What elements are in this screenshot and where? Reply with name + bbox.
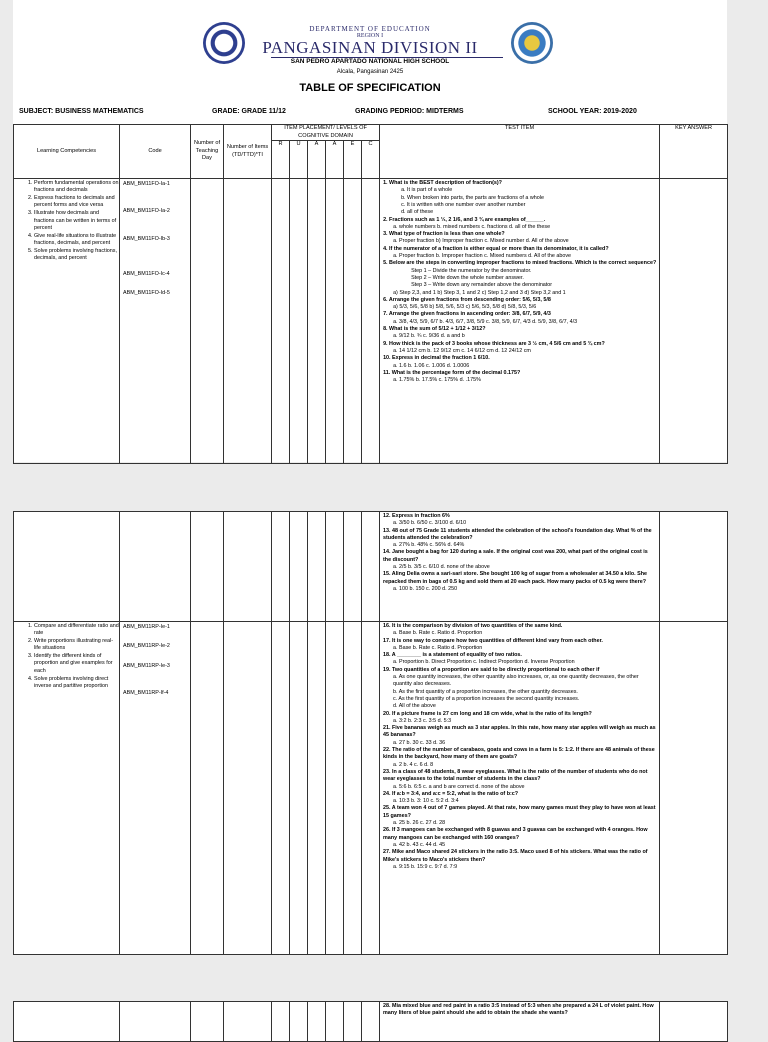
question: 19. Two quantities of a proportion are said to be directly proportional to each other if — [383, 666, 600, 673]
question: 24. If a:b = 3:4, and a:c = 5:2, what is the ratio of b:c? — [383, 790, 519, 797]
level-cell — [362, 512, 380, 622]
choice: c. As the first quantity of a proportion increases the second quantity increases. — [393, 695, 580, 702]
school-address: Alcala, Pangasinan 2425 — [336, 69, 404, 75]
level-e: E — [344, 141, 362, 179]
level-cell — [272, 512, 290, 622]
choice: a) Step 2,3, and 1 b) Step 3, 1 and 2 c) Step 1,2 and 3 d) Step 3,2 and 1 — [393, 289, 566, 296]
specification-table-3 — [13, 1001, 728, 1042]
choice: a. 10:3 b. 3: 10 c. 5:2 d. 3:4 — [393, 798, 459, 805]
choice: a. 42 b. 43 c. 44 d. 45 — [393, 841, 446, 848]
question-block — [383, 849, 657, 871]
question: 20. If a picture frame is 27 cm long and 18 cm wide, what is the ratio of its length? — [383, 710, 592, 717]
question: 22. The ratio of the number of carabaos, goats and cows in a farm is 5: 1:2. If there are 48 animals of these kinds in the backyard, how many of them are goats? — [383, 747, 655, 761]
level-cell — [308, 179, 326, 464]
test-items-cell — [380, 622, 660, 955]
question-block — [383, 725, 657, 747]
key-answer-cell — [660, 179, 728, 464]
question-block — [383, 667, 657, 711]
teaching-days-cell — [191, 512, 224, 622]
question-block — [383, 311, 657, 326]
choice: a. 2 b. 4 c. 6 d. 8 — [393, 761, 434, 768]
question: 13. 48 out of 75 Grade 11 students attended the celebration of the school's foundation day. What % of the students attended the celebration? — [383, 527, 652, 541]
level-cell — [290, 512, 308, 622]
choice: a. 1.75% b. 17.5% c. 175% d. .175% — [393, 377, 481, 384]
competencies-cell — [14, 622, 120, 955]
choice: d. All of the above — [393, 703, 436, 710]
choice: a. Base b. Rate c. Ratio d. Proportion — [393, 630, 483, 637]
question-block — [383, 297, 657, 312]
level-cell — [290, 179, 308, 464]
choice: a. Proper fraction b. Improper fraction c. Mixed numbers d. All of the above — [393, 253, 572, 260]
choice: d. all of these — [401, 209, 434, 216]
competency: 2. Write proportions illustrating real-life situations — [34, 638, 119, 653]
document-page-1 — [13, 0, 727, 462]
question-block — [383, 827, 657, 849]
level-cell — [362, 1002, 380, 1042]
competency: 2. Express fractions to decimals and percent forms and vice versa — [34, 195, 119, 210]
competency-code: ABM_BM11RP-Ie-1 — [123, 624, 170, 630]
question-block — [383, 260, 657, 296]
question-block — [383, 180, 657, 216]
choice: a. Proportion b. Direct Proportion c. Indirect Proportion d. Inverse Proportion — [393, 659, 575, 666]
question: 10. Express in decimal the fraction 1 6/10. — [383, 355, 490, 362]
competency-code: ABM_BM11FO-Id-5 — [123, 290, 170, 297]
choice: a. 5:6 b. 6:5 c. a and b are correct d. none of the above — [393, 783, 525, 790]
level-cell — [326, 1002, 344, 1042]
choice: a. 27 b. 30 c. 33 d. 36 — [393, 739, 446, 746]
competencies-cell — [14, 512, 120, 622]
question-block — [383, 355, 657, 370]
teaching-days-cell — [191, 1002, 224, 1042]
step: Step 2 – Write down the whole number answer. — [411, 274, 524, 281]
question-block — [383, 652, 657, 667]
items-count-cell — [224, 179, 272, 464]
question: 3. What type of fraction is less than one whole? — [383, 231, 505, 238]
question: 21. Five bananas weigh as much as 3 star apples. In this rate, how many star apples will weigh as much as 45 bananas? — [383, 725, 656, 739]
test-items-cell — [380, 179, 660, 464]
division-name: PANGASINAN DIVISION II — [262, 38, 478, 57]
question-block — [383, 370, 657, 385]
level-cell — [362, 622, 380, 955]
competencies-cell — [14, 179, 120, 464]
competency-code: ABM_BM11FO-Ib-3 — [123, 235, 170, 242]
choice: a. Proper fraction b) Improper fraction c. Mixed number d. All of the above — [393, 238, 569, 245]
question-block — [383, 791, 657, 806]
level-cell — [290, 622, 308, 955]
question: 25. A team won 4 out of 7 games played. At that rate, how many games must they play to have won at least 15 games? — [383, 805, 656, 819]
question: 4. If the numerator of a fraction is either equal or more than its denominator, it is called? — [383, 245, 609, 252]
question: 7. Arrange the given fractions in ascending order: 3/8, 6/7, 5/9, 4/3 — [383, 311, 551, 318]
question: 2. Fractions such as 1 ⅓, 2 1/6, and 3 ¾ are examples of______. — [383, 216, 546, 223]
school-year-label: SCHOOL YEAR: 2019-2020 — [548, 108, 637, 115]
items-count-cell — [224, 512, 272, 622]
choice: a. 3/8, 4/3, 5/9, 6/7 b. 4/3, 6/7, 3/8, 5/9 c. 3/8, 5/9, 6/7, 4/3 d. 5/9, 3/8, 6/7, 4/3 — [393, 318, 578, 325]
choice: a. It is part of a whole — [401, 187, 453, 194]
level-cell — [326, 179, 344, 464]
question: 1. What is the BEST description of fraction(s)? — [383, 180, 502, 187]
step: Step 3 – Write down any remainder above the denominator — [411, 282, 553, 289]
question: 16. It is the comparison by division of two quantities of the same kind. — [383, 623, 563, 629]
level-cell — [326, 622, 344, 955]
codes-cell — [120, 179, 191, 464]
choice: c. It is written with one number over another number — [401, 201, 526, 208]
question: 6. Arrange the given fractions from descending order: 5/6, 5/3, 5/8 — [383, 296, 551, 303]
question: 28. Mia mixed blue and red paint in a ratio 3:5 instead of 5:3 when she prepared a 24 L of violet paint. How many liters of blue paint should she add to obtain the shade she wants? — [383, 1003, 654, 1017]
level-cell — [308, 622, 326, 955]
question-block — [383, 246, 657, 261]
question: 11. What is the percentage form of the decimal 0.175? — [383, 369, 521, 376]
col-header-placement: ITEM PLACEMENT/ LEVELS OF COGNITIVE DOMAIN — [272, 125, 380, 141]
question-block — [383, 231, 657, 246]
question: 14. Jane bought a bag for 120 during a sale. If the original cost was 200, what part of the original cost is the discount? — [383, 549, 648, 563]
level-cell — [272, 179, 290, 464]
level-cell — [326, 512, 344, 622]
question: 26. If 3 mangoes can be exchanged with 8 guavas and 3 guavas can be exchanged with 4 oranges. How many mangoes can be exchanged with 160 oranges? — [383, 827, 648, 841]
region-name: REGION I — [356, 33, 384, 39]
competency: 1. Perform fundamental operations on fractions and decimals — [34, 180, 119, 195]
question: 27. Mike and Maco shared 24 stickers in the ratio 3:5. Maco used 8 of his stickers. What was the ratio of Mike's stickers to Maco's stickers then? — [383, 849, 648, 863]
document-page-3 — [13, 1001, 727, 1041]
key-answer-cell — [660, 622, 728, 955]
grade-label: GRADE: GRADE 11/12 — [212, 108, 286, 115]
level-cell — [272, 1002, 290, 1042]
question-block — [383, 217, 657, 232]
col-header-items: Number of Items (TD/TTD)*TI — [224, 125, 272, 179]
competency-code: ABM_BM11FO-Ic-4 — [123, 270, 170, 277]
competency: 3. Illustrate how decimals and fractions can be written in terms of percent — [34, 210, 119, 232]
test-items-cell — [380, 1002, 660, 1042]
competency-code: ABM_BM11FO-Ia-1 — [123, 181, 170, 188]
col-header-test-item: TEST ITEM — [380, 125, 660, 179]
choice: a. 9:15 b. 15:9 c. 9:7 d. 7:9 — [393, 863, 458, 870]
document-title: TABLE OF SPECIFICATION — [299, 82, 441, 94]
choice: a. 14 1/12 cm b. 12 9/12 cm c. 14 6/12 cm d. 12 24/12 cm — [393, 347, 531, 354]
question: 23. In a class of 48 students, 8 wear eyeglasses. What is the ratio of the number of students who do not wear eyeglasses to the total number of students in the class? — [383, 768, 648, 783]
competency-code: ABM_BM11RP-Ie-3 — [123, 662, 170, 669]
competency: 3. Identify the different kinds of proportion and give examples for each — [34, 653, 119, 675]
question-block — [383, 711, 657, 726]
specification-table-1 — [13, 124, 728, 464]
question-block — [383, 747, 657, 769]
codes-cell — [120, 512, 191, 622]
document-page-2 — [13, 511, 727, 954]
school-name: SAN PEDRO APARTADO NATIONAL HIGH SCHOOL — [290, 58, 450, 65]
level-cell — [290, 1002, 308, 1042]
teaching-days-cell — [191, 179, 224, 464]
question-block — [383, 571, 657, 593]
choice: b. As the first quantity of a proportion increases, the other quantity decreases. — [393, 688, 578, 695]
codes-cell — [120, 1002, 191, 1042]
col-header-teaching-days: Number of Teaching Day — [191, 125, 224, 179]
level-a1: A — [308, 141, 326, 179]
competency-code: ABM_BM11RP-Ie-2 — [123, 643, 170, 650]
question: 18. A ________ is a statement of equality of two ratios. — [383, 652, 522, 659]
question: 5. Below are the steps in converting improper fractions to mixed fractions. Which is the correct sequence? — [383, 260, 657, 267]
question-block — [383, 805, 657, 827]
level-cell — [344, 622, 362, 955]
level-u: U — [290, 141, 308, 179]
level-cell — [272, 622, 290, 955]
level-cell — [308, 1002, 326, 1042]
choice: a. 25 b. 26 c. 27 d. 28 — [393, 820, 446, 827]
key-answer-cell — [660, 1002, 728, 1042]
question: 15. Aling Delia owns a sari-sari store. She bought 100 kg of sugar from a wholesaler at 34.50 a kilo. She repacked them in bags of 0.5 kg and sold them at 20 each pack. How many packs of 0.5 kg were there? — [383, 571, 648, 585]
choice: a. whole numbers b. mixed numbers c. fractions d. all of the these — [393, 223, 551, 230]
codes-cell — [120, 622, 191, 955]
level-a2: A — [326, 141, 344, 179]
question-block — [383, 513, 657, 528]
competency-code: ABM_BM11FO-Ia-2 — [123, 208, 170, 215]
competency: 4. Give real-life situations to illustrate fractions, decimals, and percent — [34, 233, 119, 248]
items-count-cell — [224, 622, 272, 955]
question-block — [383, 623, 657, 638]
choice: a. 3/50 b. 6/50 c. 3/100 d. 6/10 — [393, 520, 467, 527]
subject-label: SUBJECT: BUSINESS MATHEMATICS — [19, 108, 144, 115]
test-items-cell — [380, 512, 660, 622]
level-r: R — [272, 141, 290, 179]
department-name: DEPARTMENT OF EDUCATION — [309, 25, 431, 33]
items-count-cell — [224, 1002, 272, 1042]
col-header-key: KEY ANSWER — [660, 125, 728, 179]
question: 8. What is the sum of 5/12 + 1/12 + 3/12? — [383, 326, 486, 333]
col-header-competencies: Learning Competencies — [14, 125, 120, 179]
question: 17. It is one way to compare how two quantities of different kind vary from each other. — [383, 637, 603, 644]
choice: a. Base b. Rate c. Ratio d. Proportion — [393, 644, 483, 651]
level-cell — [344, 512, 362, 622]
choice: a. 9/12 b. ¾ c. 9/36 d. a and b — [393, 333, 465, 340]
col-header-code: Code — [120, 125, 191, 179]
question-block — [383, 769, 657, 791]
competencies-cell — [14, 1002, 120, 1042]
competency: 5. Solve problems involving fractions, decimals, and percent — [34, 248, 119, 263]
choice: a. 1.6 b. 1.06 c. 1.006 d. 1.0006 — [393, 362, 470, 369]
question-block — [383, 528, 657, 550]
choice: a. 2/5 b. 3/5 c. 6/10 d. none of the above — [393, 564, 490, 571]
competency: 4. Solve problems involving direct inverse and partitive proportion — [34, 676, 119, 691]
choice: a. 100 b. 150 c. 200 d. 250 — [393, 585, 458, 592]
level-cell — [308, 512, 326, 622]
choice: a. 27% b. 48% c. 56% d. 64% — [393, 542, 465, 549]
level-cell — [362, 179, 380, 464]
question: 9. How thick is the pack of 3 books whose thickness are 3 ½ cm, 4 5/6 cm and 5 ¾ cm? — [383, 340, 605, 347]
step: Step 1 – Divide the numerator by the denominator. — [411, 267, 532, 274]
choice: a) 5/3, 5/6, 5/8 b) 5/8, 5/6, 5/3 c) 5/6, 5/3, 5/8 d) 5/8, 5/3, 5/6 — [393, 304, 537, 311]
competency-code: ABM_BM11RP-If-4 — [123, 689, 169, 696]
question-block — [383, 638, 657, 653]
level-c: C — [362, 141, 380, 179]
choice: b. When broken into parts, the parts are fractions of a whole — [401, 194, 544, 201]
question: 12. Express in fraction 6% — [383, 513, 450, 519]
question-block — [383, 341, 657, 356]
level-cell — [344, 179, 362, 464]
level-cell — [344, 1002, 362, 1042]
competency: 1. Compare and differentiate ratio and rate — [34, 623, 119, 638]
key-answer-cell — [660, 512, 728, 622]
question-block — [383, 549, 657, 571]
choice: a. 3:2 b. 2:3 c. 3:5 d. 5:3 — [393, 717, 452, 724]
choice: a. As one quantity increases, the other quantity also increases, or, as one quantity decreases, the other quantity also decreases. — [393, 674, 639, 688]
question-block — [383, 326, 657, 341]
specification-table-2 — [13, 511, 728, 955]
grading-period-label: GRADING PEDRIOD: MIDTERMS — [355, 108, 464, 115]
teaching-days-cell — [191, 622, 224, 955]
